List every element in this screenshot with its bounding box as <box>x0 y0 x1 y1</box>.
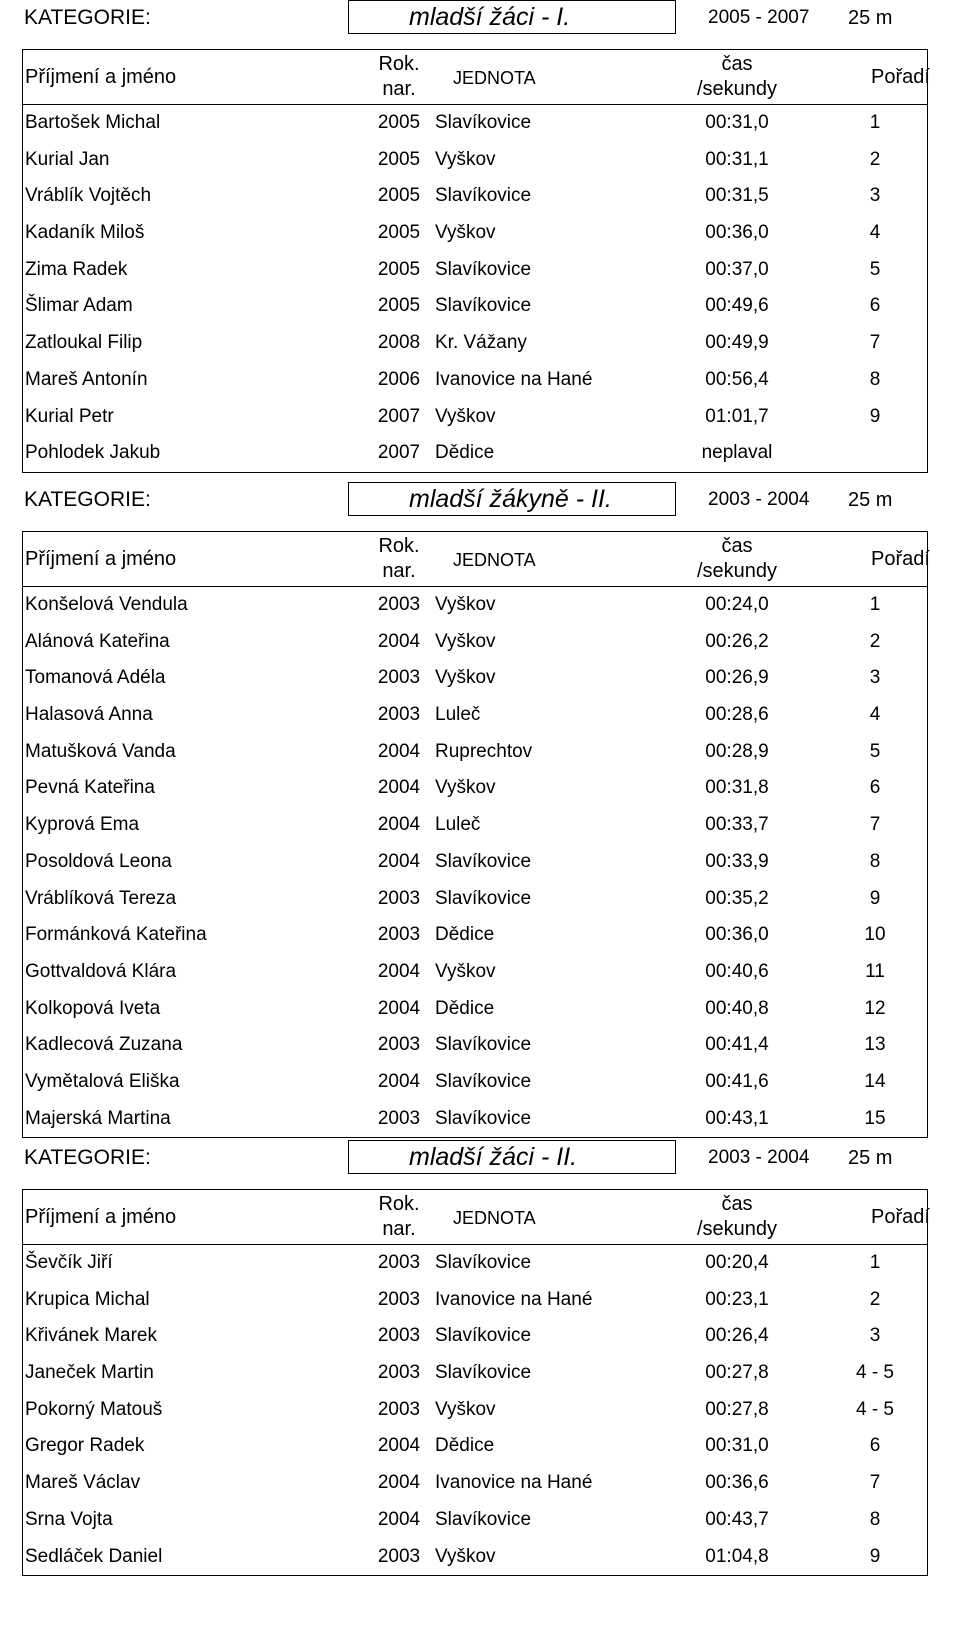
cell-poradi: 8 <box>869 850 881 872</box>
cell-name: Gottvaldová Klára <box>25 960 177 982</box>
table-row <box>23 1318 927 1355</box>
col-header-jednota: JEDNOTA <box>453 68 536 88</box>
table-body <box>23 1245 927 1575</box>
cell-name: Janeček Martin <box>25 1362 154 1384</box>
table-row <box>23 178 927 215</box>
table-row <box>23 435 927 472</box>
cell-name: Gregor Radek <box>25 1435 145 1457</box>
cell-poradi: 8 <box>869 368 881 390</box>
category-header <box>0 1140 960 1180</box>
cell-rok: 2004 <box>377 630 421 652</box>
cell-rok: 2003 <box>377 594 421 615</box>
col-header-rok: Rok. nar. <box>378 53 420 100</box>
table-header <box>23 1190 930 1245</box>
kategorie-label: KATEGORIE: <box>24 6 151 29</box>
cell-rok: 2003 <box>377 1398 421 1420</box>
table-row <box>23 105 927 142</box>
table-row <box>23 1282 927 1319</box>
table-row <box>23 807 927 844</box>
col-header-poradi: Pořadí <box>871 66 930 88</box>
col-header-poradi: Pořadí <box>871 548 930 570</box>
cell-name: Vymětalová Eliška <box>25 1070 180 1092</box>
table-row <box>23 142 927 179</box>
cell-poradi: 2 <box>869 148 881 170</box>
cell-poradi: 13 <box>864 1034 886 1056</box>
table-row <box>23 1355 927 1392</box>
cell-name: Bartošek Michal <box>25 112 161 133</box>
results-table <box>22 531 928 1138</box>
cell-name: Šlimar Adam <box>25 295 133 317</box>
cell-poradi: 11 <box>865 960 885 982</box>
cell-jednota: Slavíkovice <box>435 1034 532 1056</box>
cell-rok: 2003 <box>377 1545 421 1567</box>
col-header-name: Příjmení a jméno <box>25 1206 177 1228</box>
table-body <box>23 105 927 472</box>
cell-poradi: 10 <box>864 924 886 946</box>
cell-rok: 2004 <box>377 1508 421 1530</box>
cell-cas: 00:31,5 <box>705 185 769 207</box>
cell-jednota: Luleč <box>435 814 481 836</box>
cell-cas: 00:40,8 <box>705 997 769 1019</box>
cell-poradi: 9 <box>869 405 881 427</box>
cell-jednota: Slavíkovice <box>435 1325 532 1347</box>
kategorie-label: KATEGORIE: <box>24 488 151 511</box>
col-header-rok: Rok. nar. <box>378 535 420 582</box>
cell-name: Pokorný Matouš <box>25 1398 163 1420</box>
category-name: mladší žáci - I. <box>409 3 571 31</box>
cell-name: Vráblíková Tereza <box>25 887 177 909</box>
cell-name: Křivánek Marek <box>25 1325 157 1347</box>
cell-cas: 00:23,1 <box>705 1288 769 1310</box>
cell-rok: 2003 <box>377 1107 421 1129</box>
results-table <box>22 49 928 473</box>
cell-rok: 2004 <box>377 850 421 872</box>
table-row <box>23 954 927 991</box>
results-table <box>22 1189 928 1576</box>
table-header <box>23 50 930 105</box>
cell-jednota: Slavíkovice <box>435 185 532 207</box>
cell-cas: 00:26,4 <box>705 1325 769 1347</box>
cell-poradi: 9 <box>869 887 881 909</box>
cell-rok: 2003 <box>377 1252 421 1273</box>
cell-name: Majerská Martina <box>25 1107 171 1129</box>
cell-poradi: 2 <box>869 1288 881 1310</box>
cell-jednota: Dědice <box>435 997 495 1019</box>
cell-cas: 00:31,0 <box>705 1435 769 1457</box>
cell-cas: neplaval <box>701 442 773 464</box>
category-name-box <box>348 0 676 34</box>
birth-years: 2005 - 2007 <box>708 7 810 28</box>
cell-jednota: Slavíkovice <box>435 1107 532 1129</box>
cell-rok: 2004 <box>377 1435 421 1457</box>
cell-name: Zatloukal Filip <box>25 332 143 354</box>
cell-jednota: Dědice <box>435 442 495 464</box>
cell-jednota: Slavíkovice <box>435 112 532 133</box>
cell-jednota: Vyškov <box>435 960 496 982</box>
cell-rok: 2004 <box>377 814 421 836</box>
table-row <box>23 399 927 436</box>
col-header-jednota: JEDNOTA <box>453 1208 536 1228</box>
table-row <box>23 325 927 362</box>
cell-rok: 2006 <box>377 368 421 390</box>
cell-poradi: 9 <box>869 1545 881 1567</box>
table-row <box>23 1392 927 1429</box>
col-header-cas: čas /sekundy <box>696 1193 778 1240</box>
cell-poradi: 7 <box>869 1472 881 1494</box>
cell-cas: 00:26,9 <box>705 667 769 689</box>
cell-jednota: Slavíkovice <box>435 850 532 872</box>
cell-jednota: Slavíkovice <box>435 887 532 909</box>
cell-rok: 2004 <box>377 997 421 1019</box>
cell-cas: 01:04,8 <box>705 1545 769 1567</box>
table-row <box>23 917 927 954</box>
cell-cas: 00:56,4 <box>705 368 769 390</box>
cell-jednota: Slavíkovice <box>435 1070 532 1092</box>
cell-cas: 00:35,2 <box>705 887 769 909</box>
table-row <box>23 844 927 881</box>
cell-cas: 00:36,6 <box>705 1472 769 1494</box>
cell-cas: 00:31,8 <box>705 777 769 799</box>
table-row <box>23 770 927 807</box>
cell-jednota: Luleč <box>435 704 481 726</box>
cell-cas: 00:27,8 <box>705 1398 769 1420</box>
cell-poradi: 7 <box>869 814 881 836</box>
table-row <box>23 1245 927 1282</box>
col-header-jednota: JEDNOTA <box>453 550 536 570</box>
col-header-name: Příjmení a jméno <box>25 66 177 88</box>
cell-name: Konšelová Vendula <box>25 594 188 615</box>
distance: 25 m <box>848 7 893 29</box>
cell-name: Krupica Michal <box>25 1288 150 1310</box>
cell-jednota: Slavíkovice <box>435 1362 532 1384</box>
table-row <box>23 1064 927 1101</box>
cell-poradi: 4 - 5 <box>855 1362 895 1384</box>
col-header-cas: čas /sekundy <box>696 535 778 582</box>
cell-cas: 00:28,9 <box>705 740 769 762</box>
cell-jednota: Vyškov <box>435 1398 496 1420</box>
table-row <box>23 288 927 325</box>
cell-poradi: 5 <box>869 258 881 280</box>
cell-name: Alánová Kateřina <box>25 630 170 652</box>
cell-rok: 2005 <box>377 258 421 280</box>
cell-cas: 00:36,0 <box>705 924 769 946</box>
category-name-box <box>348 1140 676 1174</box>
distance: 25 m <box>848 1147 893 1169</box>
cell-name: Kadlecová Zuzana <box>25 1034 183 1056</box>
table-row <box>23 362 927 399</box>
cell-rok: 2004 <box>377 960 421 982</box>
cell-name: Vráblík Vojtěch <box>25 185 152 207</box>
cell-name: Kurial Jan <box>25 148 110 170</box>
cell-name: Srna Vojta <box>25 1508 113 1530</box>
birth-years: 2003 - 2004 <box>708 1147 810 1168</box>
cell-jednota: Vyškov <box>435 222 496 244</box>
cell-rok: 2003 <box>377 887 421 909</box>
cell-cas: 00:26,2 <box>705 630 769 652</box>
table-row <box>23 215 927 252</box>
cell-rok: 2005 <box>377 112 421 133</box>
table-row <box>23 881 927 918</box>
cell-rok: 2003 <box>377 1362 421 1384</box>
cell-poradi: 6 <box>869 777 881 799</box>
cell-rok: 2007 <box>377 442 421 464</box>
cell-cas: 00:40,6 <box>705 960 769 982</box>
cell-cas: 00:41,4 <box>705 1034 769 1056</box>
cell-poradi: 4 <box>869 704 881 726</box>
cell-name: Matušková Vanda <box>25 740 176 762</box>
col-header-rok: Rok. nar. <box>378 1193 420 1240</box>
cell-name: Zima Radek <box>25 258 128 280</box>
cell-cas: 00:31,0 <box>705 112 769 133</box>
category-name-box <box>348 482 676 516</box>
table-row <box>23 1465 927 1502</box>
cell-poradi: 3 <box>869 185 881 207</box>
cell-cas: 00:20,4 <box>705 1252 769 1273</box>
cell-poradi: 4 <box>869 222 881 244</box>
cell-poradi: 1 <box>869 112 881 133</box>
cell-name: Sedláček Daniel <box>25 1545 163 1567</box>
cell-cas: 00:27,8 <box>705 1362 769 1384</box>
table-row <box>23 624 927 661</box>
cell-rok: 2004 <box>377 1070 421 1092</box>
cell-poradi: 6 <box>869 1435 881 1457</box>
cell-jednota: Slavíkovice <box>435 1508 532 1530</box>
cell-rok: 2003 <box>377 1034 421 1056</box>
col-header-poradi: Pořadí <box>871 1206 930 1228</box>
cell-rok: 2003 <box>377 924 421 946</box>
cell-rok: 2008 <box>377 332 421 354</box>
cell-name: Kolkopová Iveta <box>25 997 161 1019</box>
cell-jednota: Slavíkovice <box>435 1252 532 1273</box>
cell-rok: 2005 <box>377 185 421 207</box>
cell-jednota: Vyškov <box>435 1545 496 1567</box>
cell-cas: 00:33,7 <box>705 814 769 836</box>
cell-rok: 2004 <box>377 1472 421 1494</box>
cell-rok: 2005 <box>377 222 421 244</box>
cell-rok: 2005 <box>377 148 421 170</box>
table-row <box>23 991 927 1028</box>
cell-rok: 2004 <box>377 777 421 799</box>
cell-cas: 00:41,6 <box>705 1070 769 1092</box>
cell-name: Posoldová Leona <box>25 850 172 872</box>
cell-name: Pevná Kateřina <box>25 777 155 799</box>
category-name: mladší žákyně - II. <box>409 485 612 513</box>
cell-cas: 00:28,6 <box>705 704 769 726</box>
table-body <box>23 587 927 1137</box>
cell-name: Formánková Kateřina <box>25 924 207 946</box>
cell-jednota: Vyškov <box>435 594 496 615</box>
cell-poradi: 3 <box>869 1325 881 1347</box>
cell-poradi: 8 <box>869 1508 881 1530</box>
table-row <box>23 1101 927 1138</box>
cell-rok: 2003 <box>377 667 421 689</box>
cell-poradi: 4 - 5 <box>855 1398 895 1420</box>
cell-jednota: Slavíkovice <box>435 295 532 317</box>
cell-cas: 00:33,9 <box>705 850 769 872</box>
cell-name: Ševčík Jiří <box>25 1252 113 1273</box>
cell-cas: 01:01,7 <box>705 405 769 427</box>
cell-poradi: 5 <box>869 740 881 762</box>
col-header-cas: čas /sekundy <box>696 53 778 100</box>
table-row <box>23 1539 927 1576</box>
table-row <box>23 660 927 697</box>
cell-poradi: 12 <box>864 997 886 1019</box>
table-row <box>23 697 927 734</box>
cell-name: Kurial Petr <box>25 405 114 427</box>
cell-poradi: 15 <box>864 1107 886 1129</box>
category-header <box>0 482 960 522</box>
cell-poradi: 2 <box>869 630 881 652</box>
cell-cas: 00:24,0 <box>705 594 769 615</box>
cell-cas: 00:43,1 <box>705 1107 769 1129</box>
cell-poradi: 1 <box>869 594 881 615</box>
cell-rok: 2003 <box>377 1325 421 1347</box>
category-name: mladší žáci - II. <box>409 1143 578 1171</box>
cell-poradi: 7 <box>869 332 881 354</box>
cell-jednota: Kr. Vážany <box>435 332 527 354</box>
cell-jednota: Vyškov <box>435 405 496 427</box>
cell-name: Mareš Václav <box>25 1472 141 1494</box>
cell-name: Halasová Anna <box>25 704 153 726</box>
cell-name: Kyprová Ema <box>25 814 140 836</box>
cell-name: Mareš Antonín <box>25 368 148 390</box>
table-row <box>23 587 927 624</box>
cell-rok: 2003 <box>377 1288 421 1310</box>
cell-rok: 2004 <box>377 740 421 762</box>
cell-name: Pohlodek Jakub <box>25 442 161 464</box>
table-row <box>23 1027 927 1064</box>
cell-cas: 00:49,9 <box>705 332 769 354</box>
table-header <box>23 532 930 587</box>
cell-jednota: Vyškov <box>435 148 496 170</box>
cell-poradi: 1 <box>869 1252 881 1273</box>
cell-cas: 00:43,7 <box>705 1508 769 1530</box>
cell-cas: 00:31,1 <box>705 148 769 170</box>
cell-rok: 2005 <box>377 295 421 317</box>
table-row <box>23 1428 927 1465</box>
cell-rok: 2007 <box>377 405 421 427</box>
cell-jednota: Ivanovice na Hané <box>435 1288 593 1310</box>
cell-poradi: 6 <box>869 295 881 317</box>
cell-jednota: Dědice <box>435 924 495 946</box>
table-row <box>23 734 927 771</box>
cell-jednota: Dědice <box>435 1435 495 1457</box>
cell-name: Kadaník Miloš <box>25 222 145 244</box>
table-row <box>23 1502 927 1539</box>
col-header-name: Příjmení a jméno <box>25 548 177 570</box>
distance: 25 m <box>848 489 893 511</box>
cell-jednota: Vyškov <box>435 630 496 652</box>
birth-years: 2003 - 2004 <box>708 489 810 510</box>
kategorie-label: KATEGORIE: <box>24 1146 151 1169</box>
cell-cas: 00:37,0 <box>705 258 769 280</box>
cell-rok: 2003 <box>377 704 421 726</box>
cell-poradi: 14 <box>864 1070 886 1092</box>
cell-jednota: Slavíkovice <box>435 258 532 280</box>
cell-cas: 00:36,0 <box>705 222 769 244</box>
cell-name: Tomanová Adéla <box>25 667 166 689</box>
cell-jednota: Ivanovice na Hané <box>435 1472 593 1494</box>
cell-jednota: Vyškov <box>435 777 496 799</box>
cell-jednota: Ruprechtov <box>435 740 533 762</box>
table-row <box>23 252 927 289</box>
cell-poradi: 3 <box>869 667 881 689</box>
cell-cas: 00:49,6 <box>705 295 769 317</box>
category-header <box>0 0 960 40</box>
cell-jednota: Vyškov <box>435 667 496 689</box>
cell-jednota: Ivanovice na Hané <box>435 368 593 390</box>
